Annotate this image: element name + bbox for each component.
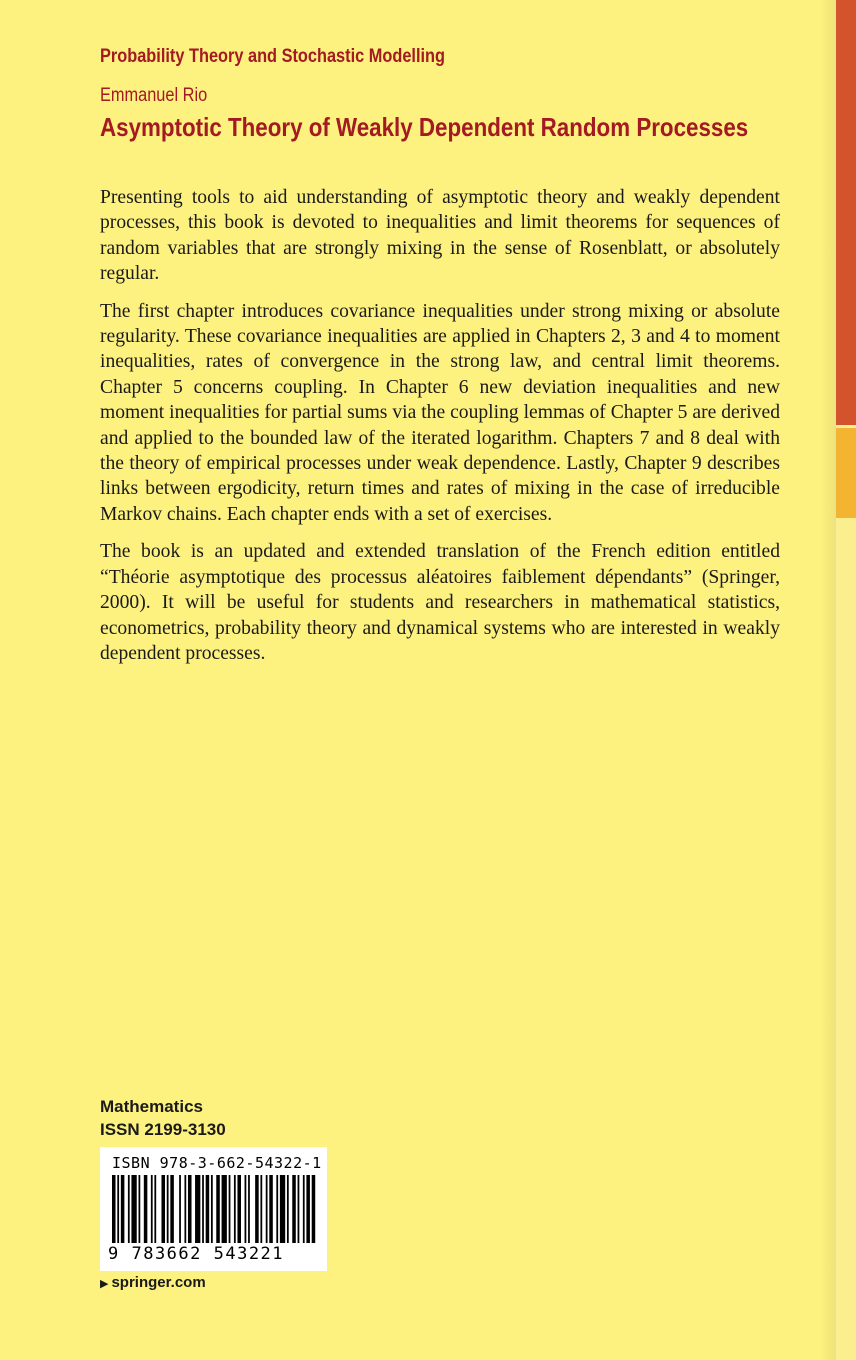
barcode-bar [117, 1175, 119, 1243]
barcode-bar [167, 1175, 169, 1243]
barcode-bar [128, 1175, 130, 1243]
publisher-link[interactable] [100, 1274, 206, 1291]
barcode-bar [188, 1175, 192, 1243]
barcode-bar [303, 1175, 305, 1243]
barcode-bar [216, 1175, 220, 1243]
barcode-bar [276, 1175, 278, 1243]
barcode-bar [202, 1175, 204, 1243]
barcode-bar [139, 1175, 141, 1243]
barcode-bar [121, 1175, 125, 1243]
barcode-bar [306, 1175, 310, 1243]
barcode-bar [154, 1175, 156, 1243]
blurb-paragraph: The book is an updated and extended translation of the French edition entitled “Théorie asymptotique des processus aléatoires faiblement dépendants” (Springer, 2000). It will be useful for students and researchers in mathematical statistics, econometrics, probability theory and dynamical systems who are interested in weakly dependent processes. [100, 541, 780, 664]
book-title: Asymptotic Theory of Weakly Dependent Random Processes [100, 112, 749, 142]
author-name: Emmanuel Rio [100, 85, 208, 106]
issn-label: ISSN 2199-3130 [100, 1120, 226, 1139]
barcode-bar [179, 1175, 181, 1243]
barcode-bar [229, 1175, 231, 1243]
barcode-bar [151, 1175, 153, 1243]
barcode-bar [260, 1175, 262, 1243]
ean-digits: 9 783662 543221 [108, 1244, 285, 1264]
barcode-bar [131, 1175, 136, 1243]
barcode-bar [237, 1175, 241, 1243]
barcode [100, 1147, 327, 1271]
blurb [100, 185, 780, 678]
barcode-bar [248, 1175, 250, 1243]
barcode-bar [161, 1175, 165, 1243]
barcode-bar [195, 1175, 200, 1243]
barcode-bar [269, 1175, 273, 1243]
barcode-bar [287, 1175, 289, 1243]
spine-red-band [836, 0, 856, 425]
barcode-bar [206, 1175, 210, 1243]
barcode-bar [112, 1175, 116, 1243]
barcode-bar [312, 1175, 316, 1243]
barcode-bar [292, 1175, 296, 1243]
spine-orange-band [836, 428, 856, 518]
barcode-bar [280, 1175, 285, 1243]
series-title: Probability Theory and Stochastic Modelling [100, 46, 446, 67]
barcode-bars [112, 1175, 317, 1243]
barcode-bar [222, 1175, 227, 1243]
blurb-paragraph: Presenting tools to aid understanding of asymptotic theory and weakly dependent processes, this book is devoted to inequalities and limit theorems for sequences of random variables that are strongly mixing in the sense of Rosenblatt, or absolutely regular. [100, 187, 780, 285]
barcode-bar [144, 1175, 148, 1243]
triangle-right-icon: ▶ [100, 1278, 109, 1290]
blurb-paragraph: The first chapter introduces covariance inequalities under strong mixing or absolute regularity. These covariance inequalities are applied in Chapters 2, 3 and 4 to moment inequalities, rates of convergence in the strong law, and central limit theorems. Chapter 5 concerns coupling. In Chapter 6 new deviation inequalities and new moment inequalities for partial sums via the coupling lemmas of Chapter 5 are derived and applied to the bounded law of the iterated logarithm. Chapters 7 and 8 deal with the theory of empirical processes under weak dependence. Lastly, Chapter 9 describes links between ergodicity, return times and rates of mixing in the case of irreducible Markov chains. Each chapter ends with a set of exercises. [100, 300, 780, 525]
barcode-bar [184, 1175, 186, 1243]
barcode-bar [234, 1175, 236, 1243]
barcode-bar [266, 1175, 268, 1243]
barcode-bar [255, 1175, 259, 1243]
spine-shadow [820, 0, 836, 1360]
publisher-website: springer.com [111, 1274, 206, 1291]
isbn-label: ISBN 978-3-662-54322-1 [112, 1154, 322, 1172]
barcode-bar [170, 1175, 174, 1243]
subject-label: Mathematics [100, 1097, 203, 1116]
barcode-bar [298, 1175, 300, 1243]
subject-block [100, 1095, 226, 1141]
barcode-bar [211, 1175, 213, 1243]
barcode-bar [245, 1175, 247, 1243]
